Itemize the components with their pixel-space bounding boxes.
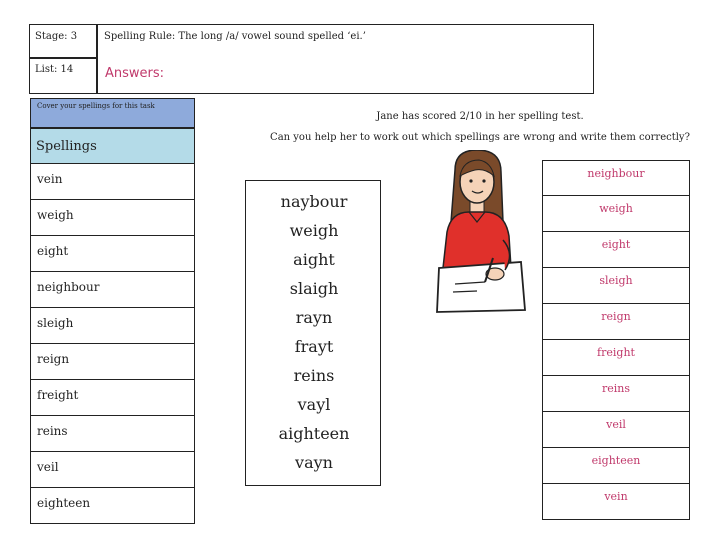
spellings-header: Spellings xyxy=(30,128,195,164)
test-word: slaigh xyxy=(289,279,339,298)
list-item: vein xyxy=(30,164,195,200)
list-item: veil xyxy=(30,452,195,488)
list-label: List: 14 xyxy=(35,64,74,75)
intro-line: Jane has scored 2/10 in her spelling test. xyxy=(376,111,584,122)
answers-label: Answers: xyxy=(105,66,165,81)
header-divider xyxy=(96,24,98,94)
answers-list xyxy=(542,160,690,520)
test-word: aight xyxy=(293,250,335,269)
list-item: eighteen xyxy=(30,488,195,524)
girl-writing-illustration xyxy=(425,150,545,320)
list-item: reign xyxy=(30,344,195,380)
task-instructions xyxy=(250,106,710,148)
list-item: eight xyxy=(30,236,195,272)
test-word: vayl xyxy=(297,395,331,414)
test-word: naybour xyxy=(280,192,348,211)
test-word: rayn xyxy=(295,308,333,327)
list-item: sleigh xyxy=(30,308,195,344)
test-word: frayt xyxy=(294,337,334,356)
answer-item: eight xyxy=(542,232,690,268)
answer-item: reins xyxy=(542,376,690,412)
stage-label: Stage: 3 xyxy=(35,31,78,42)
answer-item: vein xyxy=(542,484,690,520)
test-word: weigh xyxy=(289,221,339,240)
answer-item: sleigh xyxy=(542,268,690,304)
spelling-rule: Spelling Rule: The long /a/ vowel sound spelled ‘ei.’ xyxy=(104,31,366,42)
cover-note: Cover your spellings for this task xyxy=(30,98,195,128)
list-item: reins xyxy=(30,416,195,452)
answer-item: weigh xyxy=(542,196,690,232)
test-word-box xyxy=(245,180,381,486)
list-item: neighbour xyxy=(30,272,195,308)
answer-item: neighbour xyxy=(542,160,690,196)
test-word: aighteen xyxy=(278,424,350,443)
list-item: freight xyxy=(30,380,195,416)
test-word: reins xyxy=(293,366,335,385)
test-word: vayn xyxy=(295,453,333,472)
intro-line: Can you help her to work out which spellings are wrong and write them correctly? xyxy=(270,132,690,143)
answer-item: veil xyxy=(542,412,690,448)
header-divider xyxy=(29,57,97,59)
answer-item: freight xyxy=(542,340,690,376)
answer-item: eighteen xyxy=(542,448,690,484)
spellings-list xyxy=(30,164,195,524)
list-item: weigh xyxy=(30,200,195,236)
answer-item: reign xyxy=(542,304,690,340)
